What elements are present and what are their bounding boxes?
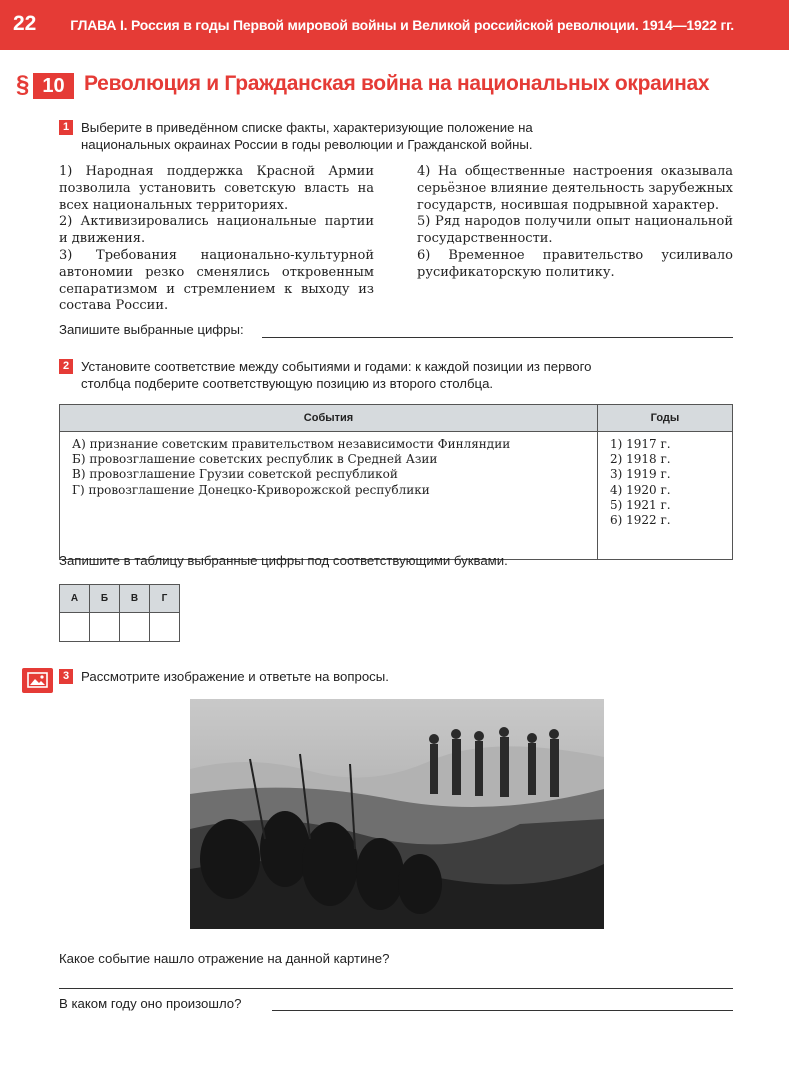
task2-prompt: Установите соответствие между событиями и годами: к каждой позиции из первого столбца подберите соответствующую позицию из второго столбца. — [81, 359, 592, 391]
events-cell — [60, 432, 598, 560]
task1-prompt: Выберите в приведённом списке факты, характеризующие положение на национальных окраинах России в годы революции и Гражданской войны. — [81, 120, 533, 152]
year-option-6: 6) 1922 г. — [610, 513, 671, 528]
answer-grid — [59, 584, 180, 642]
task3-answer-line-1[interactable] — [59, 988, 733, 989]
year-option-5: 5) 1921 г. — [610, 497, 671, 512]
task3-question-1: Какое событие нашло отражение на данной картине? — [59, 951, 390, 966]
col-header-years: Годы — [598, 405, 733, 432]
picture-icon — [22, 668, 53, 693]
task1-option-4: 4) На общественные настроения оказывала серьёзное влияние деятельность зарубежных государств, носившая подрывной характер. — [417, 164, 733, 213]
col-header-events: События — [60, 405, 598, 432]
task3-number-badge: 3 — [59, 669, 73, 684]
task2-instruction: Запишите в таблицу выбранные цифры под соответствующими буквами. — [59, 553, 508, 568]
years-cell — [598, 432, 733, 560]
event-v: В) провозглашение Грузии советской республикой — [72, 467, 398, 482]
task2-heading — [59, 358, 629, 392]
section-number: 10 — [33, 73, 74, 99]
grid-answer-v[interactable] — [120, 613, 150, 642]
grid-letter-b: Б — [90, 585, 120, 613]
grid-answer-a[interactable] — [60, 613, 90, 642]
event-b: Б) провозглашение советских республик в Средней Азии — [72, 452, 438, 467]
grid-letter-g: Г — [150, 585, 180, 613]
task3-question-2: В каком году оно произошло? — [59, 996, 242, 1011]
task1-heading — [59, 119, 619, 153]
task1-option-2: 2) Активизировались национальные партии и движения. — [59, 214, 374, 247]
year-option-4: 4) 1920 г. — [610, 482, 671, 497]
task1-option-5: 5) Ряд народов получили опыт национальной государственности. — [417, 214, 733, 247]
task1-answer-label: Запишите выбранные цифры: — [59, 322, 244, 337]
year-option-1: 1) 1917 г. — [610, 437, 671, 451]
task1-option-3: 3) Требования национально-культурной автономии резко сменялись откровенным сепаратизмом и стремлением к выходу из состава России. — [59, 247, 374, 314]
year-option-3: 3) 1919 г. — [610, 467, 671, 482]
grid-letter-a: А — [60, 585, 90, 613]
grid-answer-b[interactable] — [90, 613, 120, 642]
task3-prompt: Рассмотрите изображение и ответьте на вопросы. — [81, 669, 389, 684]
section-symbol: § — [16, 71, 30, 98]
page-number: 22 — [13, 12, 37, 35]
event-g: Г) провозглашение Донецко-Криворожской республики — [72, 482, 430, 497]
task1-number-badge: 1 — [59, 120, 73, 135]
grid-answer-g[interactable] — [150, 613, 180, 642]
task1-answer-line[interactable] — [262, 337, 733, 338]
task2-number-badge: 2 — [59, 359, 73, 374]
chapter-title: ГЛАВА I. Россия в годы Первой мировой войны и Великой российской революции. 1914—1922 гг. — [70, 17, 734, 33]
historical-painting — [190, 699, 604, 929]
matching-table — [59, 404, 733, 560]
task3-heading — [59, 668, 479, 685]
task1-options-right — [417, 164, 733, 282]
grid-letter-v: В — [120, 585, 150, 613]
task1-options-left — [59, 164, 374, 315]
section-title: Революция и Гражданская война на национальных окраинах — [84, 72, 710, 95]
event-a: А) признание советским правительством независимости Финляндии — [72, 437, 511, 451]
year-option-2: 2) 1918 г. — [610, 452, 671, 467]
task3-answer-line-2[interactable] — [272, 1010, 733, 1011]
task1-option-6: 6) Временное правительство усиливало русификаторскую политику. — [417, 247, 733, 280]
task1-option-1: 1) Народная поддержка Красной Армии позволила установить советскую власть на всех национальных территориях. — [59, 164, 374, 213]
page-header — [0, 0, 789, 50]
